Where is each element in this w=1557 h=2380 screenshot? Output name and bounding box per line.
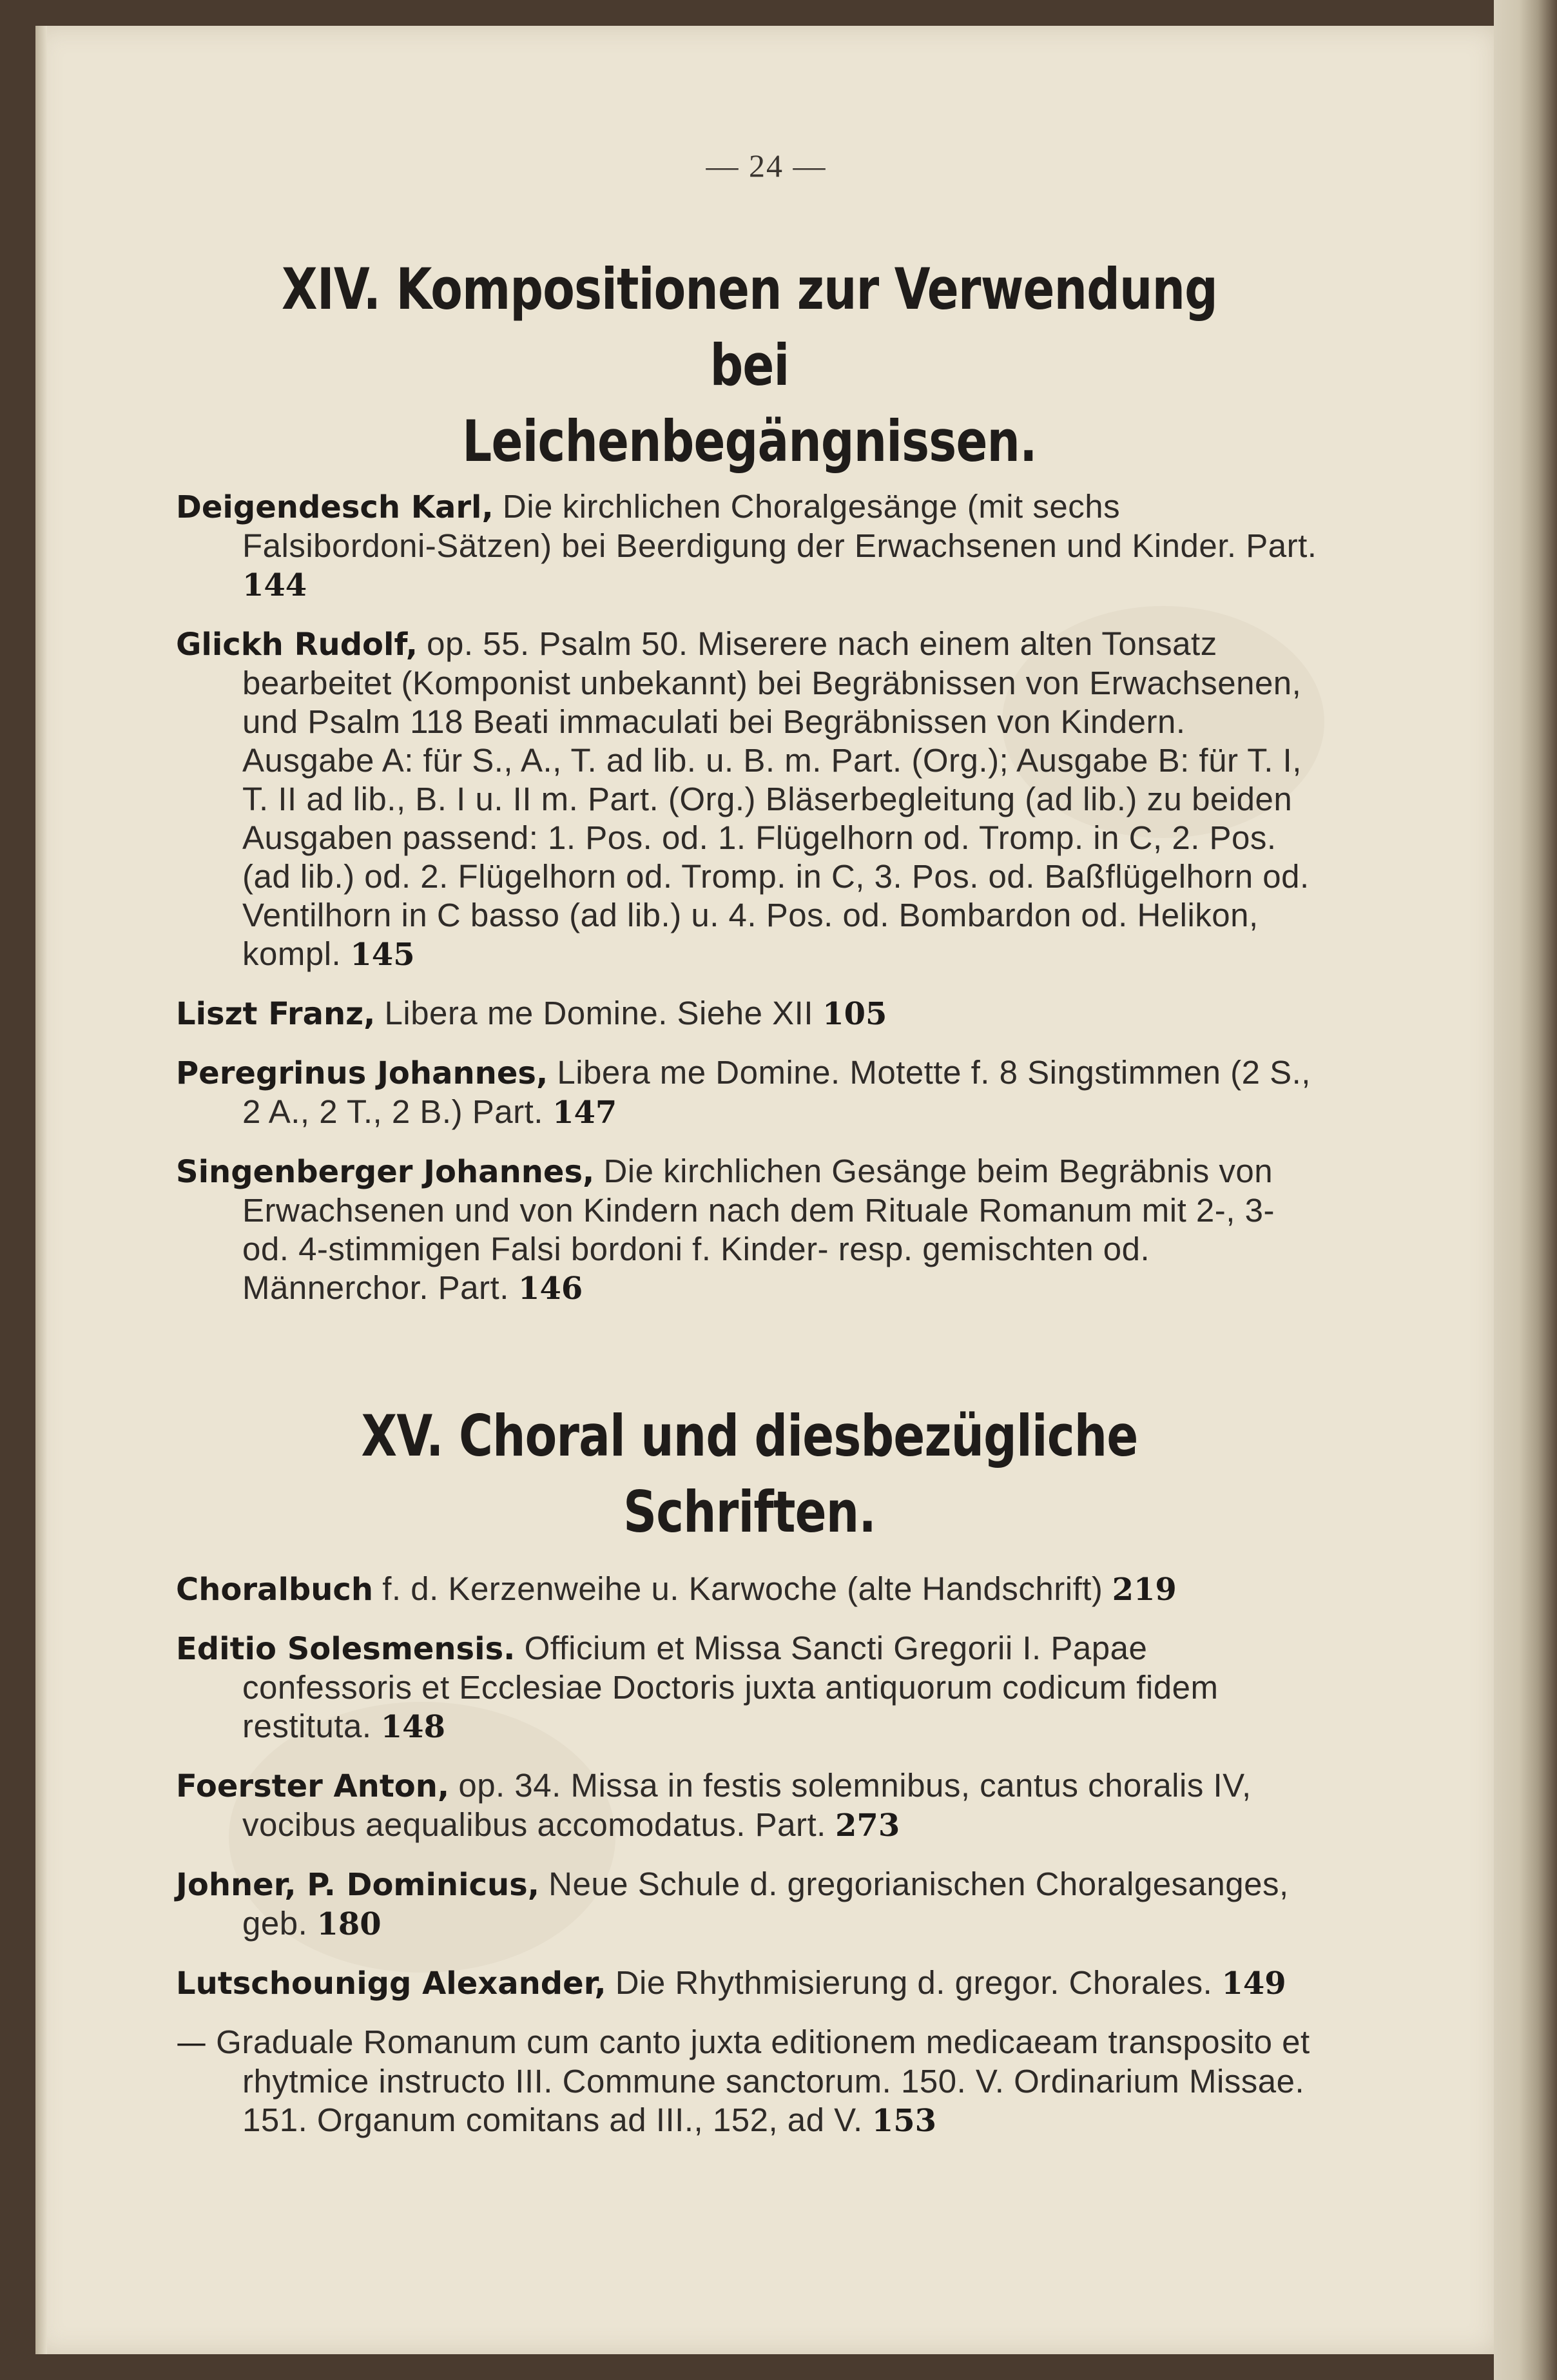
entry-text: Libera me Domine. Motette f. 8 Singstimmen (2 S., 2 A., 2 T., 2 B.) Part. [242,1054,1311,1130]
catalog-entry [176,1053,1323,1132]
catalog-entry [176,1629,1323,1746]
catalog-entry [176,1152,1323,1308]
catalog-entry [176,1865,1323,1944]
entry-text: Libera me Domine. Siehe XII [384,995,813,1031]
catalog-entry [176,1570,1323,1609]
catalog-entry [176,2023,1323,2140]
catalog-entry [176,1766,1323,1845]
page-content [176,251,1323,2140]
entry-text: Officium et Missa Sancti Gregorii I. Papae confessoris et Ecclesiae Doctoris juxta antiquorum codicum fidem restituta. [242,1630,1219,1744]
section-xiv [176,251,1323,1308]
section-heading-line: XIV. Kompositionen zur Verwendung bei [282,256,1217,398]
entry-text: op. 55. Psalm 50. Miserere nach einem alten Tonsatz bearbeitet (Komponist unbekannt) bei Begräbnissen von Erwachsenen, und Psalm 118 Beati immaculati bei Begräbnissen von Kindern. Ausgabe A: für S., A., T. ad lib. u. B. m. Part. (Org.); Ausgabe B: für T. I, T. II ad lib., B. I u. II m. Part. (Org.) Bläserbegleitung (ad lib.) zu beiden Ausgaben passend: 1. Pos. od. 1. Flügelhorn od. Tromp. in C, 2. Pos. (ad lib.) od. 2. Flügelhorn od. Tromp. in C, 3. Pos. od. Baßflügelhorn od. Ventilhorn in C basso (ad lib.) u. 4. Pos. od. Bombardon od. Helikon, kompl. [242,625,1310,972]
entry-number: 147 [552,1095,617,1131]
catalog-entry [176,487,1323,605]
entry-text: Graduale Romanum cum canto juxta editionem medicaeam transposito et rhytmice instructo III. Commune sanctorum. 150. V. Ordinarium Missae. 151. Organum comitans ad III., 152, ad V. [216,2024,1310,2138]
entry-number: 145 [350,937,415,973]
entry-author: Singenberger Johannes, [176,1154,595,1190]
entry-author: Deigendesch Karl, [176,489,494,525]
entry-text: Die Rhythmisierung d. gregor. Chorales. [615,1964,1213,2001]
catalog-entry [176,625,1323,974]
entry-text: Die kirchlichen Gesänge beim Begräbnis von Erwachsenen und von Kindern nach dem Rituale Romanum mit 2-, 3- od. 4-stimmigen Falsi bordoni f. Kinder- resp. gemischten od. Männerchor. Part. [242,1153,1275,1306]
entry-number: 105 [822,996,887,1032]
entry-author: Foerster Anton, [176,1768,450,1804]
entry-number: 219 [1112,1572,1177,1608]
section-xv [176,1398,1323,2140]
book-page [35,26,1497,2354]
entry-text: f. d. Kerzenweihe u. Karwoche (alte Handschrift) [382,1570,1103,1607]
entry-number: 144 [242,567,307,603]
page-gutter-edge [35,26,47,2354]
entry-author: Liszt Franz, [176,996,376,1032]
page-number: — 24 — [706,148,827,184]
entry-author: Glickh Rudolf, [176,627,418,663]
entry-text: Neue Schule d. gregorianischen Choralgesanges, geb. [242,1866,1289,1942]
catalog-entry [176,1964,1323,2003]
entry-text: op. 34. Missa in festis solemnibus, cantus choralis IV, vocibus aequalibus accomodatus. Part. [242,1767,1252,1843]
entry-number: 273 [835,1808,900,1844]
entry-author: Editio Solesmensis. [176,1631,516,1667]
entry-author: Peregrinus Johannes, [176,1055,548,1091]
entry-author: — [176,2025,207,2061]
section-spacer [176,1308,1323,1398]
entry-text: Die kirchlichen Choralgesänge (mit sechs Falsibordoni-Sätzen) bei Beerdigung der Erwachsenen und Kinder. Part. [242,488,1317,564]
section-heading-line: XV. Choral und diesbezügliche Schriften. [361,1403,1138,1545]
entry-author: Lutschounigg Alexander, [176,1965,606,2002]
entry-number: 146 [518,1271,583,1307]
catalog-entry [176,994,1323,1033]
entry-number: 149 [1221,1965,1286,2002]
scan-background-edge [1494,0,1557,2380]
entry-number: 180 [316,1906,382,1942]
entry-number: 148 [380,1709,445,1745]
entry-author: Choralbuch [176,1572,374,1608]
entry-number: 153 [871,2103,937,2139]
entry-author: Johner, P. Dominicus, [176,1867,539,1903]
section-heading-line: Leichenbegängnissen. [462,408,1037,474]
